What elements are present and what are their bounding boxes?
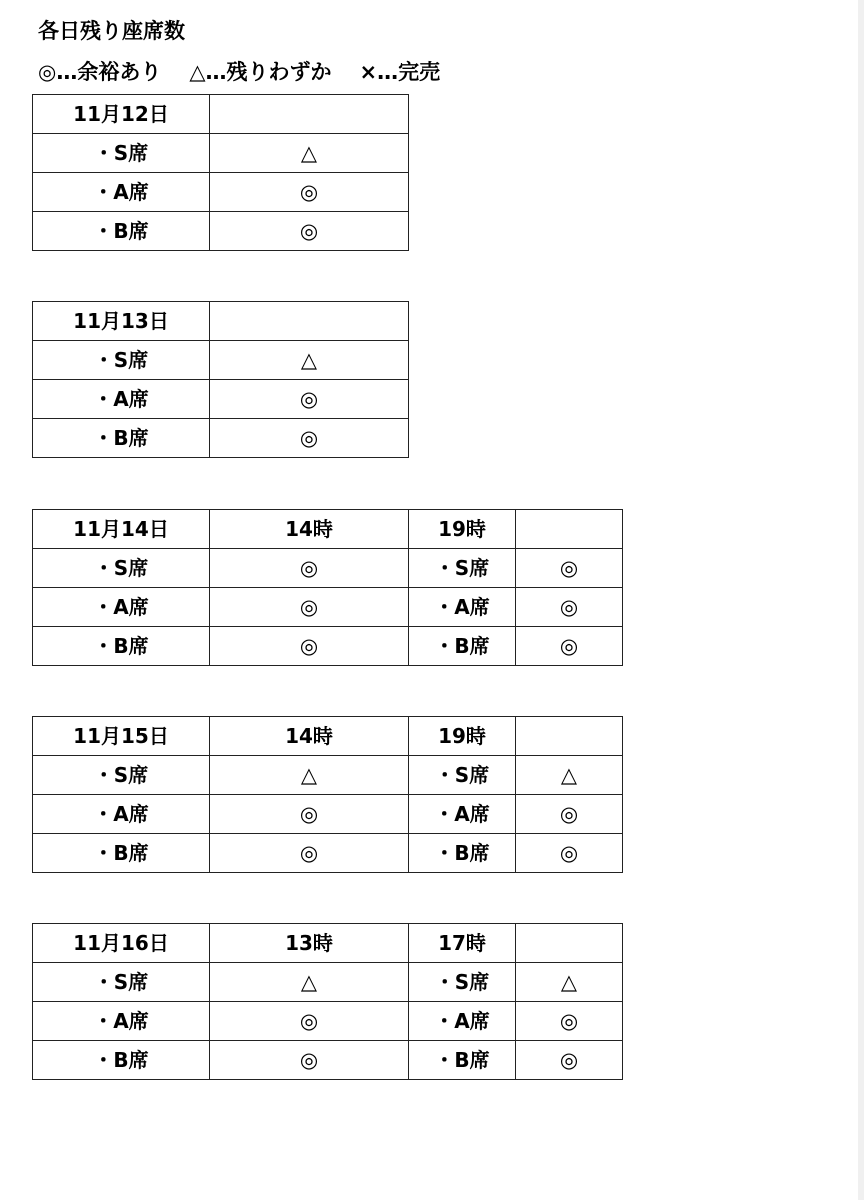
availability-cell: ◎ [210, 588, 409, 627]
table-row [33, 588, 623, 627]
availability-cell: △ [516, 963, 623, 1002]
seat-class-cell: ・S席 [33, 549, 210, 588]
schedule-table-nov16 [32, 923, 623, 1080]
table-row [33, 212, 409, 251]
availability-cell: ◎ [516, 834, 623, 873]
seat-class-cell: ・B席 [33, 627, 210, 666]
seat-class-cell: ・A席 [33, 173, 210, 212]
availability-cell: ◎ [516, 1041, 623, 1080]
table-row [33, 549, 623, 588]
page-edge [858, 0, 864, 1200]
table-header-row [33, 924, 623, 963]
time-slot-cell [210, 302, 409, 341]
table-row [33, 380, 409, 419]
table-header-row [33, 717, 623, 756]
availability-cell: ◎ [516, 795, 623, 834]
seat-class-cell: ・B席 [409, 1041, 516, 1080]
availability-cell: ◎ [210, 549, 409, 588]
seat-class-cell: ・B席 [33, 834, 210, 873]
table-header-row [33, 95, 409, 134]
seat-class-cell: ・B席 [409, 834, 516, 873]
table-row [33, 1041, 623, 1080]
table-row [33, 963, 623, 1002]
table-header-row [33, 302, 409, 341]
seat-class-cell: ・A席 [33, 1002, 210, 1041]
legend-plenty: ◎…余裕あり [38, 60, 162, 84]
availability-cell: ◎ [516, 588, 623, 627]
seat-class-cell: ・S席 [33, 963, 210, 1002]
seat-class-cell: ・A席 [409, 588, 516, 627]
date-cell: 11月12日 [33, 95, 210, 134]
time-slot-cell: 14時 [210, 510, 409, 549]
time-slot-cell: 17時 [409, 924, 516, 963]
availability-cell: △ [516, 756, 623, 795]
schedule-table-nov15 [32, 716, 623, 873]
seat-class-cell: ・A席 [33, 588, 210, 627]
table-row [33, 173, 409, 212]
availability-cell: ◎ [210, 834, 409, 873]
empty-header-cell [516, 924, 623, 963]
seat-class-cell: ・B席 [33, 419, 210, 458]
legend-sold-out: ×…完売 [359, 60, 441, 84]
availability-cell: ◎ [210, 173, 409, 212]
date-cell: 11月15日 [33, 717, 210, 756]
date-cell: 11月16日 [33, 924, 210, 963]
availability-cell: ◎ [210, 419, 409, 458]
availability-cell: ◎ [210, 212, 409, 251]
legend-few-left: △…残りわずか [189, 60, 332, 84]
availability-cell: ◎ [210, 1041, 409, 1080]
seat-class-cell: ・A席 [409, 795, 516, 834]
availability-cell: △ [210, 134, 409, 173]
availability-cell: △ [210, 341, 409, 380]
table-row [33, 419, 409, 458]
time-slot-cell: 19時 [409, 510, 516, 549]
table-row [33, 134, 409, 173]
seat-class-cell: ・S席 [33, 756, 210, 795]
seat-class-cell: ・B席 [409, 627, 516, 666]
table-row [33, 1002, 623, 1041]
availability-cell: ◎ [210, 627, 409, 666]
schedule-table-nov13 [32, 301, 409, 458]
page-title: 各日残り座席数 [38, 19, 185, 43]
table-row [33, 627, 623, 666]
seat-class-cell: ・A席 [33, 380, 210, 419]
schedule-table-nov14 [32, 509, 623, 666]
schedule-table-nov12 [32, 94, 409, 251]
availability-legend [38, 57, 440, 87]
seat-class-cell: ・B席 [33, 212, 210, 251]
date-cell: 11月13日 [33, 302, 210, 341]
seat-class-cell: ・B席 [33, 1041, 210, 1080]
time-slot-cell [210, 95, 409, 134]
table-row [33, 756, 623, 795]
seat-class-cell: ・S席 [409, 756, 516, 795]
availability-cell: ◎ [516, 627, 623, 666]
availability-cell: △ [210, 756, 409, 795]
seat-class-cell: ・S席 [33, 134, 210, 173]
time-slot-cell: 14時 [210, 717, 409, 756]
table-row [33, 795, 623, 834]
seat-class-cell: ・S席 [409, 549, 516, 588]
table-row [33, 341, 409, 380]
seat-class-cell: ・S席 [33, 341, 210, 380]
availability-cell: ◎ [516, 1002, 623, 1041]
time-slot-cell: 13時 [210, 924, 409, 963]
empty-header-cell [516, 717, 623, 756]
empty-header-cell [516, 510, 623, 549]
availability-cell: ◎ [516, 549, 623, 588]
table-header-row [33, 510, 623, 549]
availability-cell: ◎ [210, 380, 409, 419]
seat-class-cell: ・S席 [409, 963, 516, 1002]
availability-cell: △ [210, 963, 409, 1002]
time-slot-cell: 19時 [409, 717, 516, 756]
availability-cell: ◎ [210, 1002, 409, 1041]
seat-class-cell: ・A席 [33, 795, 210, 834]
date-cell: 11月14日 [33, 510, 210, 549]
table-row [33, 834, 623, 873]
seat-class-cell: ・A席 [409, 1002, 516, 1041]
availability-cell: ◎ [210, 795, 409, 834]
